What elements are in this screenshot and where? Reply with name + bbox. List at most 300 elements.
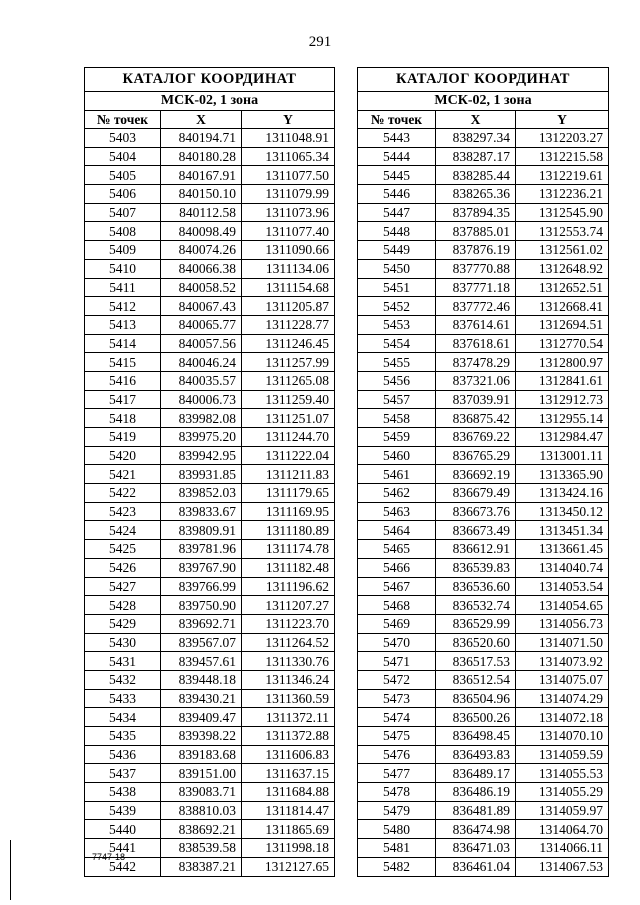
x-coordinate-cell: 839942.95 xyxy=(161,446,242,465)
table-row xyxy=(85,409,335,428)
table-row xyxy=(85,241,335,260)
table-row xyxy=(358,670,609,689)
y-coordinate-cell: 1314072.18 xyxy=(516,708,609,727)
y-coordinate-cell: 1312800.97 xyxy=(516,353,609,372)
x-coordinate-cell: 838810.03 xyxy=(161,801,242,820)
y-coordinate-cell: 1311205.87 xyxy=(242,297,335,316)
table-row xyxy=(358,334,609,353)
table-row xyxy=(85,203,335,222)
y-coordinate-cell: 1311073.96 xyxy=(242,203,335,222)
table-row xyxy=(358,297,609,316)
table-row xyxy=(358,203,609,222)
x-coordinate-cell: 839430.21 xyxy=(161,689,242,708)
point-number-cell: 5480 xyxy=(358,820,436,839)
column-header-point-number: № точек xyxy=(358,111,436,129)
y-coordinate-cell: 1314054.65 xyxy=(516,596,609,615)
x-coordinate-cell: 837614.61 xyxy=(436,315,516,334)
point-number-cell: 5436 xyxy=(85,745,161,764)
column-header-y: Y xyxy=(516,111,609,129)
x-coordinate-cell: 840167.91 xyxy=(161,166,242,185)
table-row xyxy=(85,764,335,783)
table-row xyxy=(358,353,609,372)
table-row xyxy=(358,278,609,297)
y-coordinate-cell: 1314074.29 xyxy=(516,689,609,708)
x-coordinate-cell: 836539.83 xyxy=(436,558,516,577)
y-coordinate-cell: 1311814.47 xyxy=(242,801,335,820)
table-row xyxy=(85,521,335,540)
point-number-cell: 5405 xyxy=(85,166,161,185)
y-coordinate-cell: 1313661.45 xyxy=(516,540,609,559)
y-coordinate-cell: 1312652.51 xyxy=(516,278,609,297)
point-number-cell: 5470 xyxy=(358,633,436,652)
catalog-title: КАТАЛОГ КООРДИНАТ xyxy=(85,68,335,92)
x-coordinate-cell: 836489.17 xyxy=(436,764,516,783)
x-coordinate-cell: 839692.71 xyxy=(161,614,242,633)
point-number-cell: 5454 xyxy=(358,334,436,353)
point-number-cell: 5415 xyxy=(85,353,161,372)
x-coordinate-cell: 836769.22 xyxy=(436,428,516,447)
y-coordinate-cell: 1312127.65 xyxy=(242,857,335,876)
table-row xyxy=(358,446,609,465)
point-number-cell: 5433 xyxy=(85,689,161,708)
x-coordinate-cell: 836673.49 xyxy=(436,521,516,540)
point-number-cell: 5437 xyxy=(85,764,161,783)
table-row xyxy=(85,540,335,559)
x-coordinate-cell: 836679.49 xyxy=(436,484,516,503)
y-coordinate-cell: 1312648.92 xyxy=(516,259,609,278)
column-header-x: X xyxy=(161,111,242,129)
x-coordinate-cell: 836498.45 xyxy=(436,727,516,746)
point-number-cell: 5463 xyxy=(358,502,436,521)
x-coordinate-cell: 839448.18 xyxy=(161,670,242,689)
point-number-cell: 5475 xyxy=(358,727,436,746)
table-row xyxy=(358,652,609,671)
x-coordinate-cell: 839083.71 xyxy=(161,783,242,802)
table-row xyxy=(358,820,609,839)
coordinate-catalog-table-left xyxy=(84,67,335,877)
point-number-cell: 5406 xyxy=(85,185,161,204)
y-coordinate-cell: 1311222.04 xyxy=(242,446,335,465)
y-coordinate-cell: 1312553.74 xyxy=(516,222,609,241)
y-coordinate-cell: 1311077.40 xyxy=(242,222,335,241)
x-coordinate-cell: 836481.89 xyxy=(436,801,516,820)
x-coordinate-cell: 838287.17 xyxy=(436,147,516,166)
point-number-cell: 5412 xyxy=(85,297,161,316)
x-coordinate-cell: 839833.67 xyxy=(161,502,242,521)
y-coordinate-cell: 1311251.07 xyxy=(242,409,335,428)
point-number-cell: 5413 xyxy=(85,315,161,334)
y-coordinate-cell: 1311606.83 xyxy=(242,745,335,764)
y-coordinate-cell: 1311998.18 xyxy=(242,839,335,858)
x-coordinate-cell: 838297.34 xyxy=(436,129,516,148)
table-row xyxy=(85,185,335,204)
table-row xyxy=(85,652,335,671)
point-number-cell: 5452 xyxy=(358,297,436,316)
y-coordinate-cell: 1311077.50 xyxy=(242,166,335,185)
point-number-cell: 5474 xyxy=(358,708,436,727)
x-coordinate-cell: 838387.21 xyxy=(161,857,242,876)
table-row xyxy=(85,670,335,689)
point-number-cell: 5447 xyxy=(358,203,436,222)
y-coordinate-cell: 1312770.54 xyxy=(516,334,609,353)
coordinate-system-zone: МСК-02, 1 зона xyxy=(85,92,335,111)
y-coordinate-cell: 1311179.65 xyxy=(242,484,335,503)
point-number-cell: 5442 xyxy=(85,857,161,876)
x-coordinate-cell: 838692.21 xyxy=(161,820,242,839)
point-number-cell: 5435 xyxy=(85,727,161,746)
table-row xyxy=(358,390,609,409)
point-number-cell: 5457 xyxy=(358,390,436,409)
table-row xyxy=(358,558,609,577)
table-row xyxy=(85,745,335,764)
x-coordinate-cell: 840067.43 xyxy=(161,297,242,316)
y-coordinate-cell: 1314055.29 xyxy=(516,783,609,802)
point-number-cell: 5418 xyxy=(85,409,161,428)
table-row xyxy=(358,727,609,746)
x-coordinate-cell: 838265.36 xyxy=(436,185,516,204)
y-coordinate-cell: 1311196.62 xyxy=(242,577,335,596)
y-coordinate-cell: 1314075.07 xyxy=(516,670,609,689)
table-row xyxy=(85,259,335,278)
y-coordinate-cell: 1311257.99 xyxy=(242,353,335,372)
table-row xyxy=(358,540,609,559)
y-coordinate-cell: 1313424.16 xyxy=(516,484,609,503)
table-row xyxy=(85,783,335,802)
table-row xyxy=(85,353,335,372)
point-number-cell: 5477 xyxy=(358,764,436,783)
y-coordinate-cell: 1312694.51 xyxy=(516,315,609,334)
y-coordinate-cell: 1312219.61 xyxy=(516,166,609,185)
table-row xyxy=(85,297,335,316)
y-coordinate-cell: 1312236.21 xyxy=(516,185,609,204)
y-coordinate-cell: 1311265.08 xyxy=(242,371,335,390)
point-number-cell: 5469 xyxy=(358,614,436,633)
x-coordinate-cell: 837039.91 xyxy=(436,390,516,409)
table-row xyxy=(358,428,609,447)
table-row xyxy=(358,801,609,820)
x-coordinate-cell: 836493.83 xyxy=(436,745,516,764)
table-row xyxy=(85,465,335,484)
x-coordinate-cell: 839931.85 xyxy=(161,465,242,484)
y-coordinate-cell: 1314056.73 xyxy=(516,614,609,633)
x-coordinate-cell: 839767.90 xyxy=(161,558,242,577)
point-number-cell: 5421 xyxy=(85,465,161,484)
x-coordinate-cell: 837885.01 xyxy=(436,222,516,241)
point-number-cell: 5426 xyxy=(85,558,161,577)
point-number-cell: 5481 xyxy=(358,839,436,858)
x-coordinate-cell: 836529.99 xyxy=(436,614,516,633)
table-row xyxy=(358,764,609,783)
point-number-cell: 5466 xyxy=(358,558,436,577)
point-number-cell: 5416 xyxy=(85,371,161,390)
y-coordinate-cell: 1311372.88 xyxy=(242,727,335,746)
point-number-cell: 5431 xyxy=(85,652,161,671)
y-coordinate-cell: 1312215.58 xyxy=(516,147,609,166)
point-number-cell: 5471 xyxy=(358,652,436,671)
y-coordinate-cell: 1314071.50 xyxy=(516,633,609,652)
table-row xyxy=(85,596,335,615)
x-coordinate-cell: 837771.18 xyxy=(436,278,516,297)
point-number-cell: 5476 xyxy=(358,745,436,764)
y-coordinate-cell: 1314040.74 xyxy=(516,558,609,577)
y-coordinate-cell: 1311372.11 xyxy=(242,708,335,727)
x-coordinate-cell: 837876.19 xyxy=(436,241,516,260)
point-number-cell: 5410 xyxy=(85,259,161,278)
x-coordinate-cell: 839409.47 xyxy=(161,708,242,727)
y-coordinate-cell: 1311223.70 xyxy=(242,614,335,633)
x-coordinate-cell: 837478.29 xyxy=(436,353,516,372)
y-coordinate-cell: 1312203.27 xyxy=(516,129,609,148)
x-coordinate-cell: 836532.74 xyxy=(436,596,516,615)
y-coordinate-cell: 1311180.89 xyxy=(242,521,335,540)
x-coordinate-cell: 840046.24 xyxy=(161,353,242,372)
point-number-cell: 5462 xyxy=(358,484,436,503)
x-coordinate-cell: 840150.10 xyxy=(161,185,242,204)
table-row xyxy=(85,315,335,334)
table-row xyxy=(85,334,335,353)
document-code: 7747-18 xyxy=(92,852,126,862)
table-row xyxy=(358,596,609,615)
y-coordinate-cell: 1311169.95 xyxy=(242,502,335,521)
table-row xyxy=(85,577,335,596)
x-coordinate-cell: 839151.00 xyxy=(161,764,242,783)
coordinate-system-zone: МСК-02, 1 зона xyxy=(358,92,609,111)
table-row xyxy=(358,371,609,390)
table-row xyxy=(358,708,609,727)
table-row xyxy=(85,278,335,297)
table-row xyxy=(85,129,335,148)
x-coordinate-cell: 837321.06 xyxy=(436,371,516,390)
y-coordinate-cell: 1313450.12 xyxy=(516,502,609,521)
y-coordinate-cell: 1311079.99 xyxy=(242,185,335,204)
x-coordinate-cell: 840006.73 xyxy=(161,390,242,409)
x-coordinate-cell: 836536.60 xyxy=(436,577,516,596)
point-number-cell: 5430 xyxy=(85,633,161,652)
point-number-cell: 5478 xyxy=(358,783,436,802)
x-coordinate-cell: 836520.60 xyxy=(436,633,516,652)
table-row xyxy=(85,633,335,652)
x-coordinate-cell: 839567.07 xyxy=(161,633,242,652)
y-coordinate-cell: 1312545.90 xyxy=(516,203,609,222)
x-coordinate-cell: 840194.71 xyxy=(161,129,242,148)
table-row xyxy=(85,820,335,839)
coordinate-catalog-table-right xyxy=(357,67,609,877)
y-coordinate-cell: 1314070.10 xyxy=(516,727,609,746)
y-coordinate-cell: 1311211.83 xyxy=(242,465,335,484)
table-row xyxy=(358,315,609,334)
table-row xyxy=(85,371,335,390)
x-coordinate-cell: 839975.20 xyxy=(161,428,242,447)
point-number-cell: 5465 xyxy=(358,540,436,559)
x-coordinate-cell: 839781.96 xyxy=(161,540,242,559)
table-row xyxy=(358,185,609,204)
point-number-cell: 5458 xyxy=(358,409,436,428)
x-coordinate-cell: 839809.91 xyxy=(161,521,242,540)
x-coordinate-cell: 836875.42 xyxy=(436,409,516,428)
y-coordinate-cell: 1314067.53 xyxy=(516,857,609,876)
table-row xyxy=(85,558,335,577)
point-number-cell: 5444 xyxy=(358,147,436,166)
table-row xyxy=(85,614,335,633)
y-coordinate-cell: 1311134.06 xyxy=(242,259,335,278)
point-number-cell: 5450 xyxy=(358,259,436,278)
table-row xyxy=(85,390,335,409)
point-number-cell: 5473 xyxy=(358,689,436,708)
y-coordinate-cell: 1311684.88 xyxy=(242,783,335,802)
x-coordinate-cell: 840065.77 xyxy=(161,315,242,334)
table-row xyxy=(358,839,609,858)
table-row xyxy=(85,222,335,241)
y-coordinate-cell: 1314055.53 xyxy=(516,764,609,783)
y-coordinate-cell: 1311182.48 xyxy=(242,558,335,577)
y-coordinate-cell: 1314066.11 xyxy=(516,839,609,858)
x-coordinate-cell: 840066.38 xyxy=(161,259,242,278)
point-number-cell: 5456 xyxy=(358,371,436,390)
point-number-cell: 5443 xyxy=(358,129,436,148)
y-coordinate-cell: 1311228.77 xyxy=(242,315,335,334)
point-number-cell: 5422 xyxy=(85,484,161,503)
table-row xyxy=(358,633,609,652)
x-coordinate-cell: 836673.76 xyxy=(436,502,516,521)
y-coordinate-cell: 1312841.61 xyxy=(516,371,609,390)
x-coordinate-cell: 836504.96 xyxy=(436,689,516,708)
point-number-cell: 5464 xyxy=(358,521,436,540)
y-coordinate-cell: 1314073.92 xyxy=(516,652,609,671)
y-coordinate-cell: 1311065.34 xyxy=(242,147,335,166)
table-row xyxy=(358,129,609,148)
table-row xyxy=(358,689,609,708)
table-row xyxy=(358,614,609,633)
table-row xyxy=(358,465,609,484)
y-coordinate-cell: 1312668.41 xyxy=(516,297,609,316)
x-coordinate-cell: 840180.28 xyxy=(161,147,242,166)
y-coordinate-cell: 1312561.02 xyxy=(516,241,609,260)
point-number-cell: 5438 xyxy=(85,783,161,802)
table-row xyxy=(85,801,335,820)
point-number-cell: 5451 xyxy=(358,278,436,297)
table-row xyxy=(358,577,609,596)
x-coordinate-cell: 839457.61 xyxy=(161,652,242,671)
y-coordinate-cell: 1311637.15 xyxy=(242,764,335,783)
x-coordinate-cell: 836471.03 xyxy=(436,839,516,858)
x-coordinate-cell: 836765.29 xyxy=(436,446,516,465)
point-number-cell: 5428 xyxy=(85,596,161,615)
table-row xyxy=(85,446,335,465)
y-coordinate-cell: 1311090.66 xyxy=(242,241,335,260)
point-number-cell: 5467 xyxy=(358,577,436,596)
table-row xyxy=(358,259,609,278)
table-row xyxy=(358,502,609,521)
x-coordinate-cell: 839852.03 xyxy=(161,484,242,503)
y-coordinate-cell: 1314053.54 xyxy=(516,577,609,596)
point-number-cell: 5425 xyxy=(85,540,161,559)
point-number-cell: 5441 xyxy=(85,839,161,858)
point-number-cell: 5403 xyxy=(85,129,161,148)
y-coordinate-cell: 1314059.59 xyxy=(516,745,609,764)
point-number-cell: 5459 xyxy=(358,428,436,447)
x-coordinate-cell: 836500.26 xyxy=(436,708,516,727)
y-coordinate-cell: 1311048.91 xyxy=(242,129,335,148)
point-number-cell: 5449 xyxy=(358,241,436,260)
point-number-cell: 5479 xyxy=(358,801,436,820)
x-coordinate-cell: 837772.46 xyxy=(436,297,516,316)
y-coordinate-cell: 1311174.78 xyxy=(242,540,335,559)
y-coordinate-cell: 1312912.73 xyxy=(516,390,609,409)
x-coordinate-cell: 840058.52 xyxy=(161,278,242,297)
table-row xyxy=(358,222,609,241)
point-number-cell: 5427 xyxy=(85,577,161,596)
y-coordinate-cell: 1313451.34 xyxy=(516,521,609,540)
table-row xyxy=(85,484,335,503)
y-coordinate-cell: 1313365.90 xyxy=(516,465,609,484)
y-coordinate-cell: 1311244.70 xyxy=(242,428,335,447)
y-coordinate-cell: 1311259.40 xyxy=(242,390,335,409)
x-coordinate-cell: 837894.35 xyxy=(436,203,516,222)
table-row xyxy=(85,166,335,185)
x-coordinate-cell: 836512.54 xyxy=(436,670,516,689)
point-number-cell: 5417 xyxy=(85,390,161,409)
table-row xyxy=(85,502,335,521)
point-number-cell: 5440 xyxy=(85,820,161,839)
y-coordinate-cell: 1311330.76 xyxy=(242,652,335,671)
table-row xyxy=(85,708,335,727)
table-row xyxy=(358,521,609,540)
x-coordinate-cell: 836692.19 xyxy=(436,465,516,484)
point-number-cell: 5432 xyxy=(85,670,161,689)
point-number-cell: 5455 xyxy=(358,353,436,372)
point-number-cell: 5414 xyxy=(85,334,161,353)
x-coordinate-cell: 840074.26 xyxy=(161,241,242,260)
point-number-cell: 5404 xyxy=(85,147,161,166)
table-row xyxy=(85,147,335,166)
point-number-cell: 5429 xyxy=(85,614,161,633)
table-row xyxy=(358,484,609,503)
point-number-cell: 5407 xyxy=(85,203,161,222)
point-number-cell: 5482 xyxy=(358,857,436,876)
point-number-cell: 5472 xyxy=(358,670,436,689)
x-coordinate-cell: 840035.57 xyxy=(161,371,242,390)
y-coordinate-cell: 1312984.47 xyxy=(516,428,609,447)
table-row xyxy=(358,166,609,185)
table-row xyxy=(85,689,335,708)
x-coordinate-cell: 840098.49 xyxy=(161,222,242,241)
x-coordinate-cell: 840112.58 xyxy=(161,203,242,222)
y-coordinate-cell: 1311207.27 xyxy=(242,596,335,615)
table-row xyxy=(358,409,609,428)
table-row xyxy=(85,727,335,746)
point-number-cell: 5460 xyxy=(358,446,436,465)
y-coordinate-cell: 1314064.70 xyxy=(516,820,609,839)
column-header-point-number: № точек xyxy=(85,111,161,129)
x-coordinate-cell: 839766.99 xyxy=(161,577,242,596)
point-number-cell: 5446 xyxy=(358,185,436,204)
point-number-cell: 5424 xyxy=(85,521,161,540)
y-coordinate-cell: 1311246.45 xyxy=(242,334,335,353)
table-row xyxy=(358,745,609,764)
y-coordinate-cell: 1314059.97 xyxy=(516,801,609,820)
point-number-cell: 5419 xyxy=(85,428,161,447)
x-coordinate-cell: 839750.90 xyxy=(161,596,242,615)
point-number-cell: 5411 xyxy=(85,278,161,297)
column-header-x: X xyxy=(436,111,516,129)
point-number-cell: 5409 xyxy=(85,241,161,260)
column-header-y: Y xyxy=(242,111,335,129)
x-coordinate-cell: 838539.58 xyxy=(161,839,242,858)
table-row xyxy=(358,147,609,166)
point-number-cell: 5461 xyxy=(358,465,436,484)
x-coordinate-cell: 836461.04 xyxy=(436,857,516,876)
x-coordinate-cell: 836474.98 xyxy=(436,820,516,839)
